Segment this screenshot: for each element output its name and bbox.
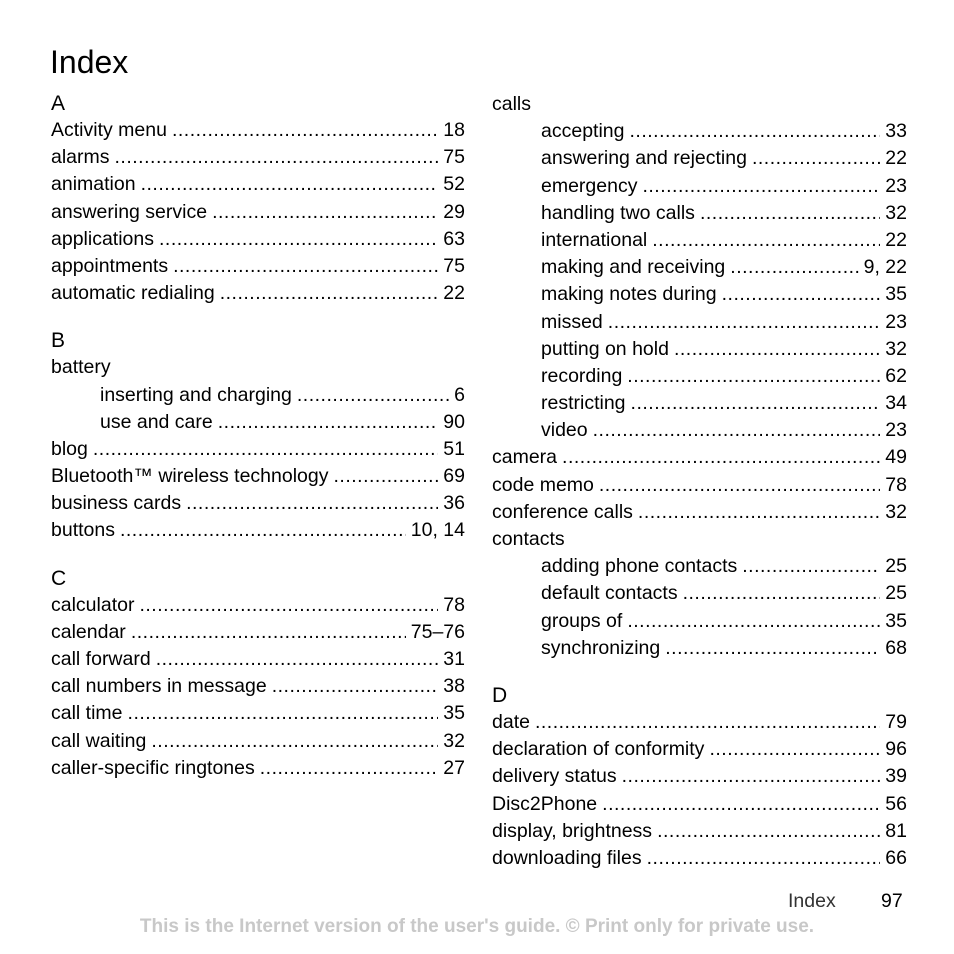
entry-term: handling two calls: [541, 201, 695, 224]
entry-page-number: 56: [885, 792, 907, 815]
index-subentry: [492, 254, 907, 281]
footer-section-label: Index: [788, 890, 836, 912]
footer-page-number: 97: [881, 890, 903, 912]
entry-term: putting on hold: [541, 337, 669, 360]
index-section: [492, 683, 907, 872]
index-subentry: [492, 635, 907, 662]
index-entry: [51, 117, 465, 144]
dot-leader: [627, 608, 880, 635]
index-entry: [51, 436, 465, 463]
dot-leader: [647, 845, 881, 872]
entry-page-number: 22: [443, 282, 465, 305]
entry-term: Disc2Phone: [492, 792, 598, 815]
index-subentry: [492, 281, 907, 308]
dot-leader: [602, 791, 880, 818]
index-entry: [492, 736, 907, 763]
entry-page-number: 62: [885, 364, 907, 387]
entry-page-number: 23: [885, 174, 907, 197]
entry-term: Activity menu: [51, 119, 167, 141]
entry-term: call numbers in message: [51, 675, 267, 698]
entry-page-number: 23: [885, 419, 907, 442]
dot-leader: [665, 635, 880, 662]
dot-leader: [139, 592, 438, 619]
entry-page-number: 36: [443, 492, 465, 515]
dot-leader: [159, 226, 438, 253]
dot-leader: [730, 254, 858, 281]
entry-term: alarms: [51, 146, 110, 169]
entry-page-number: 32: [885, 500, 907, 523]
dot-leader: [131, 619, 406, 646]
entry-term: downloading files: [492, 846, 642, 869]
dot-leader: [186, 490, 438, 517]
dot-leader: [334, 463, 439, 490]
entry-page-number: 81: [885, 819, 907, 842]
entry-term: battery: [51, 356, 111, 379]
dot-leader: [622, 763, 881, 790]
section-letter: C: [51, 566, 67, 590]
entry-term: blog: [51, 437, 88, 460]
dot-leader: [638, 499, 880, 526]
index-entry: [51, 253, 465, 280]
index-entry: [492, 526, 907, 553]
entry-page-number: 75: [443, 146, 465, 169]
entry-page-number: 39: [885, 765, 907, 788]
entry-page-number: 63: [443, 227, 465, 250]
index-subentry: [492, 145, 907, 172]
index-column-right: [492, 91, 907, 893]
dot-leader: [156, 646, 439, 673]
index-entry: [51, 517, 465, 544]
entry-term: calculator: [51, 593, 135, 616]
entry-term: use and care: [100, 410, 213, 433]
dot-leader: [631, 390, 881, 417]
index-subentry: [492, 553, 907, 580]
dot-leader: [218, 409, 439, 436]
entry-term: missed: [541, 310, 603, 333]
index-entry: [492, 791, 907, 818]
entry-page-number: 22: [885, 228, 907, 251]
index-subentry: [492, 608, 907, 635]
index-section: [51, 328, 465, 544]
dot-leader: [220, 280, 439, 307]
entry-term: date: [492, 710, 530, 733]
entry-term: answering and rejecting: [541, 147, 747, 170]
entry-term: call forward: [51, 648, 151, 670]
index-subentry: [492, 580, 907, 607]
dot-leader: [128, 700, 439, 727]
entry-page-number: 68: [885, 636, 907, 659]
dot-leader: [115, 144, 439, 171]
index-subentry: [492, 118, 907, 145]
dot-leader: [212, 199, 438, 226]
index-column-left: [51, 91, 465, 803]
entry-page-number: 32: [443, 729, 465, 752]
entry-term: call time: [51, 702, 123, 725]
index-subentry: [492, 336, 907, 363]
entry-term: inserting and charging: [100, 383, 292, 406]
entry-page-number: 32: [885, 201, 907, 224]
dot-leader: [700, 200, 880, 227]
entry-page-number: 29: [443, 200, 465, 223]
index-subentry: [492, 173, 907, 200]
index-entry: [492, 818, 907, 845]
dot-leader: [627, 363, 880, 390]
entry-term: declaration of conformity: [492, 738, 705, 761]
dot-leader: [642, 173, 880, 200]
entry-page-number: 90: [443, 410, 465, 433]
index-subentry: [492, 390, 907, 417]
index-entry: [51, 728, 465, 755]
index-entry: [492, 499, 907, 526]
entry-page-number: 78: [443, 593, 465, 616]
entry-page-number: 6: [454, 383, 465, 406]
entry-page-number: 35: [885, 609, 907, 632]
dot-leader: [608, 309, 881, 336]
entry-term: default contacts: [541, 582, 678, 605]
dot-leader: [599, 472, 880, 499]
entry-page-number: 51: [443, 437, 465, 460]
entry-term: contacts: [492, 528, 565, 550]
index-section: [492, 91, 907, 662]
footer-disclaimer: This is the Internet version of the user's guide. © Print only for private use.: [139, 916, 815, 937]
dot-leader: [683, 580, 881, 607]
dot-leader: [141, 171, 439, 198]
entry-term: groups of: [541, 609, 623, 632]
entry-page-number: 22: [885, 147, 907, 170]
dot-leader: [657, 818, 880, 845]
dot-leader: [709, 736, 880, 763]
entry-term: applications: [51, 227, 154, 250]
entry-page-number: 10, 14: [410, 519, 465, 542]
section-letter: A: [51, 92, 66, 115]
entry-term: restricting: [541, 392, 626, 415]
index-entry: [51, 463, 465, 490]
index-entry: [492, 845, 907, 872]
entry-page-number: 49: [885, 446, 907, 469]
index-entry: [492, 472, 907, 499]
dot-leader: [722, 281, 881, 308]
entry-page-number: 38: [443, 675, 465, 698]
dot-leader: [535, 709, 880, 736]
entry-term: making and receiving: [541, 256, 726, 279]
entry-term: code memo: [492, 473, 594, 496]
index-subentry: [492, 200, 907, 227]
entry-page-number: 23: [885, 310, 907, 333]
entry-term: calendar: [51, 620, 126, 643]
index-section: [51, 566, 465, 782]
entry-page-number: 34: [885, 392, 907, 415]
entry-term: business cards: [51, 492, 182, 515]
entry-term: recording: [541, 364, 623, 387]
entry-page-number: 9, 22: [863, 256, 907, 279]
index-entry: [51, 646, 465, 673]
index-subentry: [492, 363, 907, 390]
index-entry: [51, 755, 465, 782]
index-entry: [51, 592, 465, 619]
entry-page-number: 75: [443, 254, 465, 277]
entry-term: adding phone contacts: [541, 555, 738, 578]
entry-page-number: 79: [885, 710, 907, 733]
dot-leader: [652, 227, 880, 254]
entry-page-number: 69: [443, 465, 465, 488]
dot-leader: [151, 728, 438, 755]
entry-term: making notes during: [541, 283, 717, 306]
index-entry: [492, 709, 907, 736]
dot-leader: [562, 444, 880, 471]
index-entry: [492, 91, 907, 118]
entry-term: automatic redialing: [51, 282, 215, 305]
entry-term: Bluetooth™ wireless technology: [51, 465, 329, 488]
entry-page-number: 27: [443, 756, 465, 779]
entry-page-number: 35: [443, 702, 465, 725]
index-entry: [51, 171, 465, 198]
entry-page-number: 25: [885, 582, 907, 605]
dot-leader: [172, 117, 438, 144]
entry-page-number: 66: [885, 846, 907, 869]
entry-term: caller-specific ringtones: [51, 756, 255, 779]
entry-page-number: 75–76: [410, 620, 465, 643]
index-entry: [51, 226, 465, 253]
entry-page-number: 33: [885, 120, 907, 143]
entry-term: conference calls: [492, 500, 633, 523]
entry-page-number: 25: [885, 555, 907, 578]
dot-leader: [272, 673, 439, 700]
index-subentry: [492, 309, 907, 336]
entry-term: appointments: [51, 254, 169, 277]
entry-page-number: 32: [885, 337, 907, 360]
dot-leader: [674, 336, 880, 363]
entry-page-number: 96: [885, 738, 907, 761]
dot-leader: [120, 517, 406, 544]
entry-term: animation: [51, 173, 136, 196]
entry-page-number: 31: [443, 648, 465, 670]
index-entry: [51, 490, 465, 517]
entry-term: calls: [492, 93, 532, 115]
entry-term: answering service: [51, 200, 208, 223]
section-letter: D: [492, 683, 508, 707]
index-subentry: [492, 227, 907, 254]
index-entry: [51, 199, 465, 226]
index-entry: [492, 763, 907, 790]
entry-term: buttons: [51, 519, 115, 542]
entry-term: display, brightness: [492, 819, 653, 842]
entry-page-number: 52: [443, 173, 465, 196]
index-section: [51, 91, 465, 307]
entry-page-number: 35: [885, 283, 907, 306]
entry-term: call waiting: [51, 729, 147, 752]
entry-term: accepting: [541, 120, 625, 143]
section-letter: B: [51, 329, 66, 353]
index-subentry: [51, 382, 465, 409]
index-subentry: [51, 409, 465, 436]
dot-leader: [93, 436, 438, 463]
entry-page-number: 78: [885, 473, 907, 496]
index-entry: [492, 444, 907, 471]
index-subentry: [492, 417, 907, 444]
entry-term: emergency: [541, 174, 638, 197]
entry-term: international: [541, 228, 648, 251]
index-entry: [51, 280, 465, 307]
dot-leader: [593, 417, 881, 444]
page-title: Index: [50, 44, 129, 80]
entry-term: camera: [492, 446, 558, 469]
dot-leader: [173, 253, 438, 280]
dot-leader: [297, 382, 449, 409]
index-entry: [51, 619, 465, 646]
dot-leader: [629, 118, 880, 145]
dot-leader: [742, 553, 880, 580]
entry-term: delivery status: [492, 765, 617, 788]
index-entry: [51, 354, 465, 381]
entry-term: synchronizing: [541, 636, 661, 659]
index-entry: [51, 144, 465, 171]
dot-leader: [260, 755, 439, 782]
entry-page-number: 18: [443, 119, 465, 141]
dot-leader: [752, 145, 880, 172]
index-entry: [51, 700, 465, 727]
entry-term: video: [541, 419, 588, 442]
index-entry: [51, 673, 465, 700]
